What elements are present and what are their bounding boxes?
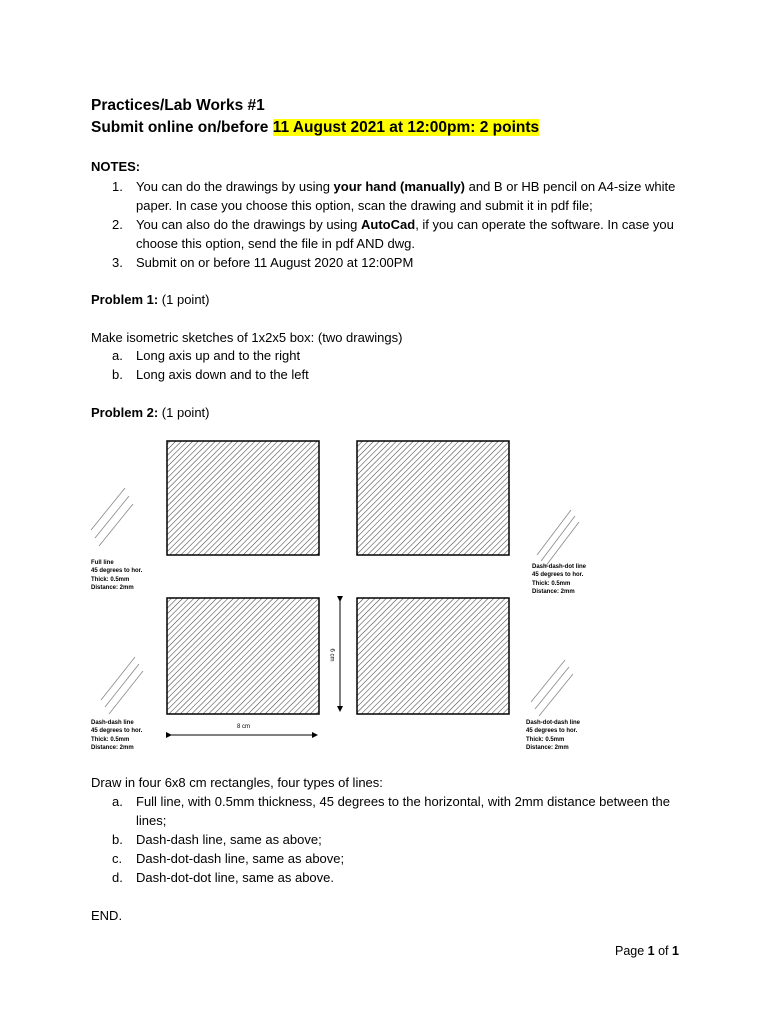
note-number: 3. (112, 255, 123, 270)
sample-lines-full (91, 488, 133, 546)
list-marker: d. (112, 870, 123, 885)
legend-dash-dash-dot (532, 563, 586, 596)
legend-line: 45 degrees to hor. (91, 728, 143, 735)
note-emphasis: AutoCad (361, 217, 416, 232)
hatched-rectangle-dash-dash-dot (357, 441, 509, 555)
deadline-highlight: 11 August 2021 at 12:00pm: 2 points (272, 119, 540, 136)
list-marker: b. (112, 832, 123, 847)
sample-lines-dash-dash-dot (537, 510, 579, 567)
legend-line: Dash-dash line (91, 720, 134, 726)
legend-line: Distance: 2mm (91, 744, 134, 751)
note-text: and B or HB pencil on A4-size white paper. In case you choose this option, scan the drawing and submit it in pdf file; (136, 179, 676, 213)
list-marker: a. (112, 794, 123, 809)
problem1-instruction: Make isometric sketches of 1x2x5 box: (two drawings) (91, 330, 403, 345)
problem2-points: (1 point) (158, 405, 210, 420)
list-text: Long axis up and to the right (136, 348, 301, 363)
legend-full-line (91, 559, 142, 592)
problem1-points: (1 point) (158, 292, 210, 307)
document-title: Practices/Lab Works #1 (91, 97, 265, 114)
note-number: 2. (112, 217, 123, 232)
list-text: Full line, with 0.5mm thickness, 45 degrees to the horizontal, with 2mm distance between the lines; (136, 794, 670, 828)
list-marker: c. (112, 851, 123, 866)
list-marker: b. (112, 367, 123, 382)
legend-line: 45 degrees to hor. (91, 568, 143, 575)
page-of: of (654, 944, 672, 958)
list-item (91, 792, 691, 830)
legend-line: Distance: 2mm (91, 584, 134, 591)
sample-lines-dash-dot-dash (531, 660, 573, 716)
page-prefix: Page (615, 944, 648, 958)
hatched-rectangle-full-line (167, 441, 319, 555)
problem2-label: Problem 2: (91, 405, 159, 420)
legend-line: Distance: 2mm (532, 588, 575, 595)
width-dimension-label: 8 cm (237, 724, 251, 730)
list-text: Long axis down and to the left (136, 367, 309, 382)
note-text: , if you can operate the software. In case you choose this option, send the file in pdf AND dwg. (136, 217, 674, 251)
note-number: 1. (112, 179, 123, 194)
list-text: Dash-dot-dot line, same as above. (136, 870, 334, 885)
total-pages: 1 (672, 944, 679, 958)
note-text: Submit on or before 11 August 2020 at 12:00PM (136, 255, 414, 270)
problem1-label: Problem 1: (91, 292, 159, 307)
list-item (91, 868, 691, 887)
list-text: Dash-dot-dash line, same as above; (136, 851, 345, 866)
list-item (91, 830, 691, 849)
note-text: You can also do the drawings by using (136, 217, 362, 232)
legend-dash-dot-dash (526, 719, 580, 752)
legend-line: Full line (91, 560, 114, 566)
legend-dash-dash (91, 719, 142, 752)
legend-line: Distance: 2mm (526, 744, 569, 751)
page-number (615, 944, 679, 958)
legend-line: 45 degrees to hor. (532, 572, 584, 579)
legend-line: Thick: 0.5mm (91, 736, 130, 743)
current-page: 1 (647, 944, 655, 958)
sample-lines-dash-dash (101, 657, 143, 714)
legend-line: 45 degrees to hor. (526, 728, 578, 735)
legend-line: Dash-dot-dash line (526, 720, 581, 726)
height-dimension-label: 6 cm (328, 648, 335, 662)
list-item (91, 849, 691, 868)
list-marker: a. (112, 348, 123, 363)
notes-heading: NOTES: (91, 159, 141, 174)
hatched-rectangle-dash-dash (167, 598, 319, 714)
list-text: Dash-dash line, same as above; (136, 832, 322, 847)
legend-line: Thick: 0.5mm (532, 580, 571, 587)
note-text: You can do the drawings by using (136, 179, 334, 194)
legend-line: Dash-dash-dot line (532, 564, 587, 570)
end-text: END. (91, 908, 123, 923)
note-emphasis: your hand (manually) (333, 179, 466, 194)
problem2-instruction: Draw in four 6x8 cm rectangles, four types of lines: (91, 775, 383, 790)
deadline-prefix: Submit online on/before (91, 119, 273, 136)
legend-line: Thick: 0.5mm (91, 576, 130, 583)
problem2-list (91, 792, 691, 887)
hatched-rectangle-dash-dot-dash (357, 598, 509, 714)
legend-line: Thick: 0.5mm (526, 736, 565, 743)
